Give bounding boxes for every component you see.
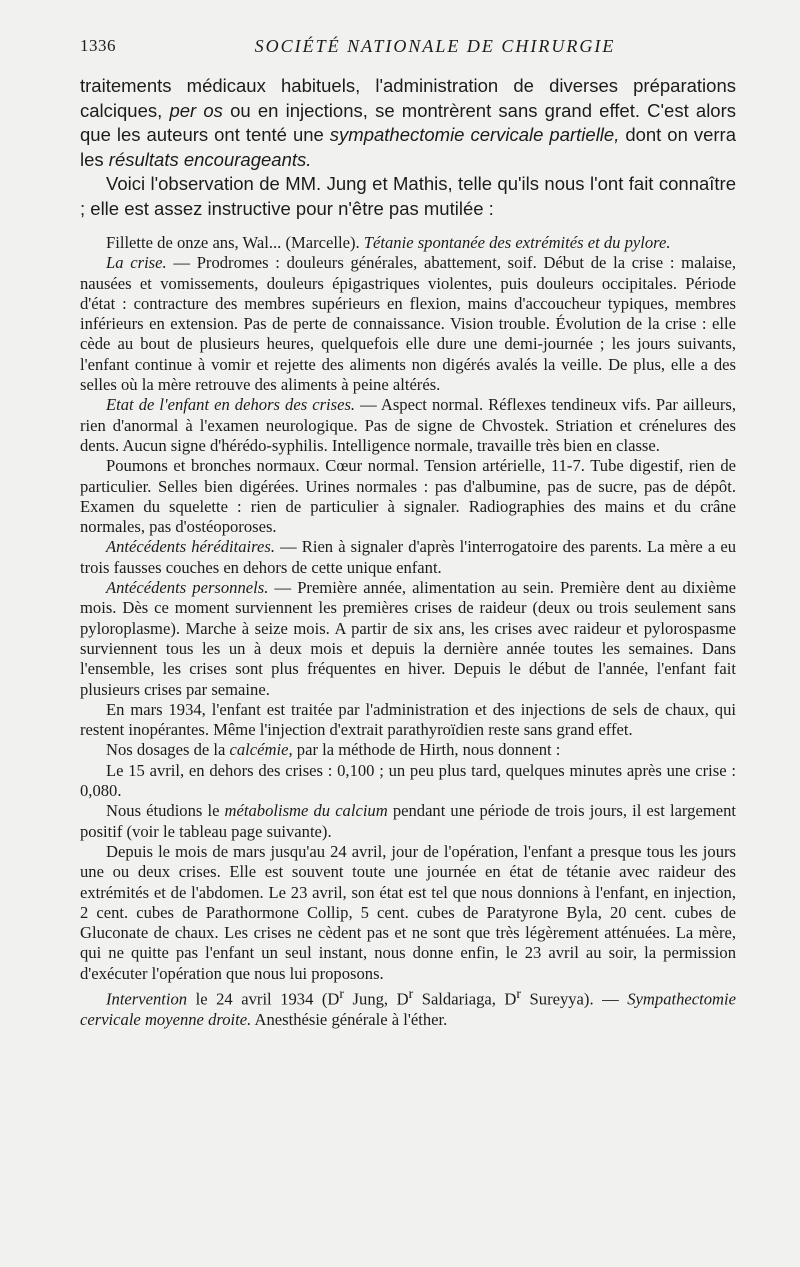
spacer bbox=[80, 221, 736, 233]
italic-span: per os bbox=[169, 99, 223, 121]
paragraph-poumons: Poumons et bronches normaux. Cœur normal. Tension artérielle, 11-7. Tube digestif, rien de particulier. Selles bien digérées. Urines normales : pas d'albumine, pas de sucre, pas de dépôt. Examen du squelette : rien de particulier à signaler. Radiographies des mains et du crâne normales, pas d'ostéoporoses. bbox=[80, 456, 736, 537]
text-span: par la méthode de Hirth, nous donnent : bbox=[292, 740, 561, 760]
intro-paragraph-2: Voici l'observation de MM. Jung et Mathis, telle qu'ils nous l'ont fait connaître ; elle est assez instructive pour n'être pas mutilée : bbox=[80, 173, 736, 219]
paragraph-depuis: Depuis le mois de mars jusqu'au 24 avril, jour de l'opération, l'enfant a presque tous les jours une ou deux crises. Elle est souvent toute une journée en état de tétanie avec raideur des extrémités et de l'abdomen. Le 23 avril, son état est tel que nous donnions à l'enfant, en injection, 2 cent. cubes de Parathormone Collip, 5 cent. cubes de Paratyrone Byla, 20 cent. cubes de Gluconate de chaux. Les crises ne cèdent pas et ne sont que très légèrement atténuées. La mère, qui ne quitte pas l'enfant un seul instant, nous donne enfin, le 23 avril au soir, la permission d'exécuter l'opération que nous lui proposons. bbox=[80, 841, 736, 983]
text-span: Fillette de onze ans, Wal... (Marcelle). bbox=[106, 233, 364, 252]
page-header bbox=[80, 36, 730, 58]
italic-span: résultats encourageants. bbox=[108, 148, 312, 170]
text-span: traitements médicaux habituels, l'administration de diverses préparations calciques, bbox=[80, 75, 736, 121]
paragraph-personnels bbox=[80, 578, 736, 700]
italic-span: métabolisme du calcium bbox=[224, 801, 388, 821]
text-span: le 24 avril 1934 (D bbox=[187, 989, 340, 1009]
paragraph-intervention bbox=[80, 984, 736, 1030]
page-body bbox=[80, 74, 736, 1030]
section-label: Etat de l'enfant en dehors des crises. bbox=[106, 395, 356, 415]
text-span: pendant une période de trois jours, il est largement positif (voir le tableau page suivante). bbox=[80, 801, 737, 841]
paragraph-etudions bbox=[80, 801, 736, 842]
text-span: — Rien à signaler d'après l'interrogatoire des parents. La mère a eu trois fausses couches en dehors de cette unique enfant. bbox=[80, 537, 736, 577]
page-number: 1336 bbox=[80, 36, 116, 55]
text-span: ou en injections, se montrèrent sans grand effet. C'est alors que les auteurs ont tenté une bbox=[80, 99, 737, 145]
text-span: Nous étudions le bbox=[106, 801, 225, 821]
section-label: La crise. bbox=[106, 253, 167, 273]
paragraph-mars: En mars 1934, l'enfant est traitée par l'administration et des injections de sels de chaux, qui restent inopérantes. Même l'injection d'extrait parathyroïdien reste sans grand effet. bbox=[80, 699, 736, 740]
text-span: Anesthésie générale à l'éther. bbox=[251, 1009, 448, 1029]
text-span: — Première année, alimentation au sein. Première dent au dixième mois. Dès ce moment surviennent les premières crises de raideur (deux ou trois seulement sans pyloroplasme). Marche à seize mois. A partir de six ans, les crises avec raideur et pylorospasme surviennent tous les un à deux mois et depuis la dernière année toutes les semaines. Dans l'ensemble, les crises sont plus fréquentes en hiver. Depuis le début de l'année, l'enfant fait plusieurs crises par semaine. bbox=[80, 578, 736, 699]
superscript: r bbox=[408, 985, 414, 1001]
italic-span: sympathectomie cervicale partielle, bbox=[329, 124, 620, 145]
text-span: Jung, D bbox=[344, 989, 409, 1009]
paragraph-hereditaires bbox=[80, 537, 736, 578]
running-title: SOCIÉTÉ NATIONALE DE CHIRURGIE bbox=[254, 36, 616, 56]
section-label: Antécédents héréditaires. bbox=[106, 537, 275, 557]
italic-span: Sympathectomie cervicale moyenne droite. bbox=[80, 989, 736, 1029]
text-span: Nos dosages de la bbox=[106, 740, 230, 760]
paragraph-avril: Le 15 avril, en dehors des crises : 0,100 ; un peu plus tard, quelques minutes après une crise : 0,080. bbox=[80, 760, 736, 801]
paragraph-etat bbox=[80, 395, 736, 456]
italic-span: calcémie, bbox=[229, 740, 293, 760]
text-span: Sureyya). — bbox=[521, 989, 628, 1009]
text-span: — Prodromes : douleurs générales, abattement, soif. Début de la crise : malaise, nausées et vomissements, douleurs épigastriques violentes, puis douleurs occipitales. Période d'état : contracture des membres supérieurs en flexion, mains d'accoucheur typiques, membres inférieurs en extension. Pas de perte de connaissance. Vision trouble. Évolution de la crise : elle cède au bout de plusieurs heures, quelquefois elle dure une demi-journée ; les jours suivants, l'enfant continue à vomir et rejette des aliments non digérés avalés la veille. De plus, elle a des selles où la mère retrouve des aliments à peine altérés. bbox=[80, 253, 736, 395]
text-span: Saldariaga, D bbox=[413, 989, 517, 1009]
superscript: r bbox=[339, 985, 345, 1001]
text-span: dont on verra les bbox=[80, 124, 736, 170]
paragraph-crise bbox=[80, 253, 736, 395]
observation-title bbox=[80, 233, 736, 253]
italic-span: Tétanie spontanée des extrémités et du pylore. bbox=[363, 233, 671, 252]
paragraph-dosages bbox=[80, 740, 736, 760]
superscript: r bbox=[516, 985, 522, 1001]
text-span: — Aspect normal. Réflexes tendineux vifs. Par ailleurs, rien d'anormal à l'examen neurologique. Pas de signe de Chvostek. Striation et crénelures des dents. Aucun signe d'hérédo-syphilis. Intelligence normale, travaille très bien en classe. bbox=[80, 395, 736, 455]
section-label: Intervention bbox=[106, 989, 188, 1009]
section-label: Antécédents personnels. bbox=[106, 578, 269, 598]
intro-paragraph-1 bbox=[80, 74, 736, 172]
